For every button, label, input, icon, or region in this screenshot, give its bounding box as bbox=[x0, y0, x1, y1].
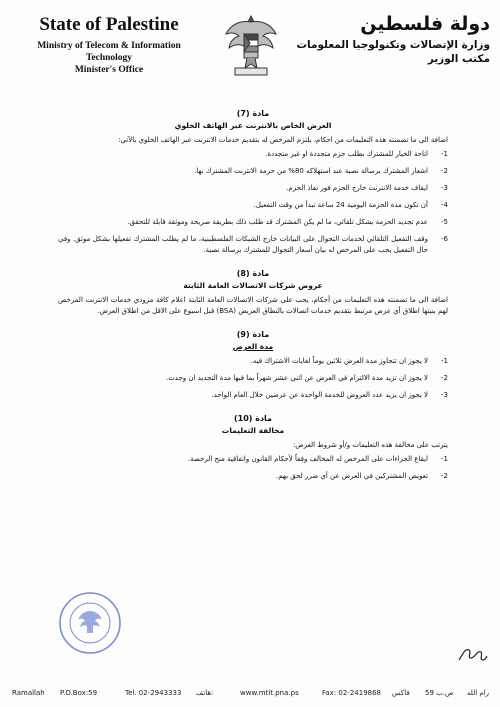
footer-tel-ar: هاتف: bbox=[196, 689, 214, 697]
list-item-text: أن تكون مدة الحزمة اليومية 24 ساعة تبدأ من وقت التفعيل. bbox=[253, 201, 428, 209]
article-8 bbox=[58, 268, 448, 317]
list-item bbox=[58, 234, 448, 256]
list-item-text: اتاحة الخيار للمشترك بطلب حزم متجددة او غير متجددة. bbox=[265, 150, 428, 158]
list-item-text: تعويض المشتركين في العرض عن أي ضرر لحق بهم. bbox=[275, 472, 428, 480]
list-item-text: لا يجوز ان تتجاوز مدة العرض ثلاثين يوماً لغايات الاشتراك فيه. bbox=[250, 357, 428, 365]
list-item-text: لا يجوز ان تزيد مدة الالتزام في العرض عن اثني عشر شهراً بما فيها مدة التجديد ان وجدت. bbox=[165, 374, 428, 382]
article-intro: يترتب على مخالفة هذه التعليمات و/أو شروط العرض: bbox=[292, 441, 448, 449]
list-item-text: عدم تجديد الحزمة بشكل تلقائي، ما لم يكن المشترك قد طلب ذلك بطريقة صريحة وموثقة قابلة للتحقق. bbox=[127, 218, 428, 226]
article-intro: اضافة الى ما تضمنته هذه التعليمات من احكام، يلتزم المرخص له بتقديم خدمات الانترنت عبر الهاتف الخلوي بالآتي: bbox=[118, 136, 448, 144]
palestine-eagle-emblem-icon bbox=[223, 10, 279, 78]
article-title: مخالفة التعليمات bbox=[221, 426, 285, 435]
list-item-text: وقف التفعيل التلقائي لخدمات التجوال على البيانات خارج الشبكات الفلسطينية، ما لم يطلب المشترك تفعيلها بشكل موثق. وفي حال التفعيل يجب على المرخص له بيان أسعار التجوال للمشترك برسالة نصية. bbox=[58, 235, 428, 254]
list-item-text: اشعار المشترك برسالة نصية عند استهلاكه 80% من حزمة الانترنت المشترك بها. bbox=[194, 167, 428, 175]
list-item bbox=[58, 454, 448, 465]
footer-fax: Fax: 02-2419868 bbox=[322, 689, 382, 697]
footer-city-ar: رام الله bbox=[467, 689, 490, 697]
article-intro: اضافة الى ما تضمنته هذه التعليمات من أحكام، يجب على شركات الاتصالات العامة الثابتة اعلام كافة مزودي خدمات الانترنت المرخص لهم بنيتها اطلاق أي عرض مرتبط بتقديم خدمات اتصالات بالنطاق العريض (BSA) قبل اسبوع على الاقل من اطلاق العرض. bbox=[58, 296, 448, 315]
arabic-office-name: مكتب الوزير bbox=[427, 53, 490, 65]
document-body bbox=[58, 108, 448, 494]
article-title: مدة العرض bbox=[232, 342, 274, 351]
list-item-number: 1- bbox=[441, 455, 448, 463]
official-seal-icon bbox=[58, 591, 122, 655]
article-7 bbox=[58, 108, 448, 256]
list-item-number: 2- bbox=[441, 167, 448, 175]
list-item bbox=[58, 356, 448, 367]
list-item bbox=[58, 183, 448, 194]
article-label: مادة (8) bbox=[236, 269, 270, 278]
list-item bbox=[58, 373, 448, 384]
list-item-number: 1- bbox=[441, 150, 448, 158]
list-item-number: 1- bbox=[441, 357, 448, 365]
footer-contact-bar bbox=[0, 684, 500, 702]
article-title: عروض شركات الاتصالات العامة الثابتة bbox=[183, 281, 323, 290]
list-item-number: 6- bbox=[441, 235, 448, 243]
list-item bbox=[58, 471, 448, 482]
english-letterhead bbox=[14, 14, 204, 76]
english-ministry-name: Ministry of Telecom & Information Technology bbox=[37, 41, 181, 63]
arabic-letterhead bbox=[290, 12, 490, 66]
list-item-text: ايقاف خدمة الانترنت خارج الحزم فور نفاذ الحزم. bbox=[286, 184, 428, 192]
list-item-number: 2- bbox=[441, 374, 448, 382]
article-9 bbox=[58, 329, 448, 401]
list-item-number: 3- bbox=[441, 184, 448, 192]
article-title: العرض الخاص بالانترنت عبر الهاتف الخلوي bbox=[174, 121, 332, 130]
list-item bbox=[58, 200, 448, 211]
footer-website: www.mtit.pna.ps bbox=[240, 689, 299, 697]
list-item-number: 2- bbox=[441, 472, 448, 480]
list-item-number: 4- bbox=[441, 201, 448, 209]
letterhead bbox=[0, 0, 500, 86]
list-item-number: 5- bbox=[441, 218, 448, 226]
list-item bbox=[58, 390, 448, 401]
footer-pobox-ar: ص.ب 59 bbox=[425, 689, 454, 697]
list-item bbox=[58, 149, 448, 160]
footer-city-en: Ramallah bbox=[12, 689, 45, 697]
footer-pobox-en: P.O.Box:59 bbox=[60, 689, 98, 697]
article-label: مادة (9) bbox=[236, 330, 270, 339]
list-item-text: ايقاع الجزاءات على المرخص له المخالف وفقاً لأحكام القانون واتفاقية منح الرخصة. bbox=[187, 455, 428, 463]
list-item bbox=[58, 217, 448, 228]
article-10 bbox=[58, 413, 448, 482]
english-state-title: State of Palestine bbox=[39, 14, 179, 35]
handwritten-signature bbox=[455, 640, 489, 666]
arabic-state-title: دولة فلسطين bbox=[360, 13, 490, 35]
article-label: مادة (7) bbox=[236, 109, 270, 118]
footer-tel: Tel. 02-2943333 bbox=[125, 689, 182, 697]
list-item bbox=[58, 166, 448, 177]
english-office-name: Minister's Office bbox=[74, 65, 144, 75]
article-label: مادة (10) bbox=[233, 414, 273, 423]
list-item-text: لا يجوز ان يزيد عدد العروض للخدمة الواحدة عن عرضين خلال العام الواحد. bbox=[211, 391, 428, 399]
arabic-ministry-name: وزارة الإتصالات وتكنولوجيا المعلومات bbox=[296, 39, 490, 51]
footer-fax-ar: فاكس bbox=[392, 689, 410, 697]
list-item-number: 3- bbox=[441, 391, 448, 399]
